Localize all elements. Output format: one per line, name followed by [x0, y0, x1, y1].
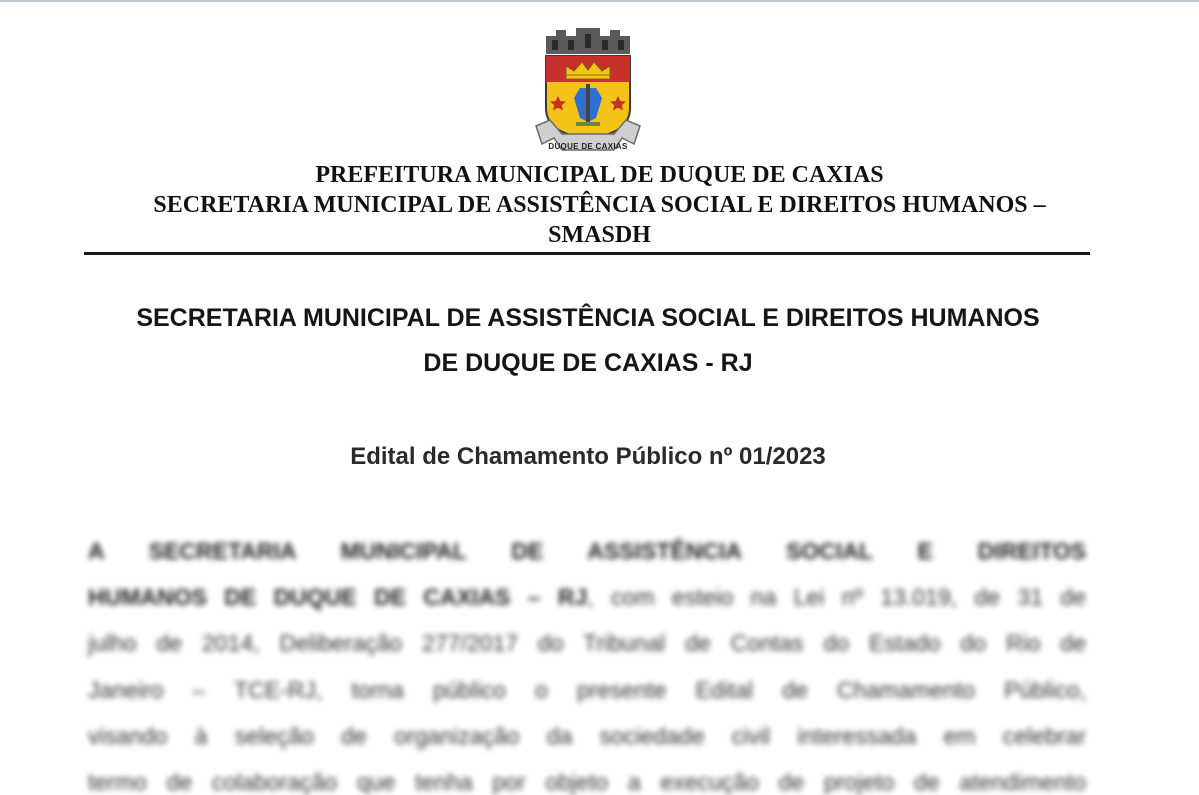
header-prefeitura: PREFEITURA MUNICIPAL DE DUQUE DE CAXIAS [315, 162, 884, 188]
body-line: Janeiro – TCE-RJ, torna público o presente Edital de Chamamento Público, [88, 676, 1086, 703]
body-line: termo de colaboração que tenha por objeto a execução de projeto de atendimento [88, 769, 1086, 795]
shield-icon [546, 56, 630, 138]
body-paragraph [88, 528, 1086, 795]
header-secretaria: SECRETARIA MUNICIPAL DE ASSISTÊNCIA SOCIAL E DIREITOS HUMANOS – [153, 192, 1046, 218]
body-line: A SECRETARIA MUNICIPAL DE ASSISTÊNCIA SOCIAL E DIREITOS [88, 538, 1086, 564]
header-acronym: SMASDH [548, 222, 651, 248]
body-line [88, 574, 1086, 620]
header-divider [84, 252, 1090, 255]
body-text: , com esteio na Lei nº 13.019, de 31 de [587, 584, 1086, 611]
coat-of-arms-motto: DUQUE DE CAXIAS [548, 142, 628, 151]
edital-heading: Edital de Chamamento Público nº 01/2023 [350, 443, 826, 470]
document-title-line-2: DE DUQUE DE CAXIAS - RJ [423, 349, 753, 377]
body-line: julho de 2014, Deliberação 277/2017 do Tribunal de Contas do Estado do Rio de [88, 630, 1086, 657]
mural-crown-icon [546, 28, 630, 54]
body-bold-text: HUMANOS DE DUQUE DE CAXIAS – RJ [88, 584, 588, 611]
coat-of-arms-emblem [532, 26, 644, 156]
document-title-line-1: SECRETARIA MUNICIPAL DE ASSISTÊNCIA SOCIAL E DIREITOS HUMANOS [136, 304, 1040, 332]
coat-of-arms-icon [532, 26, 644, 156]
body-line: visando à seleção de organização da sociedade civil interessada em celebrar [88, 722, 1086, 749]
